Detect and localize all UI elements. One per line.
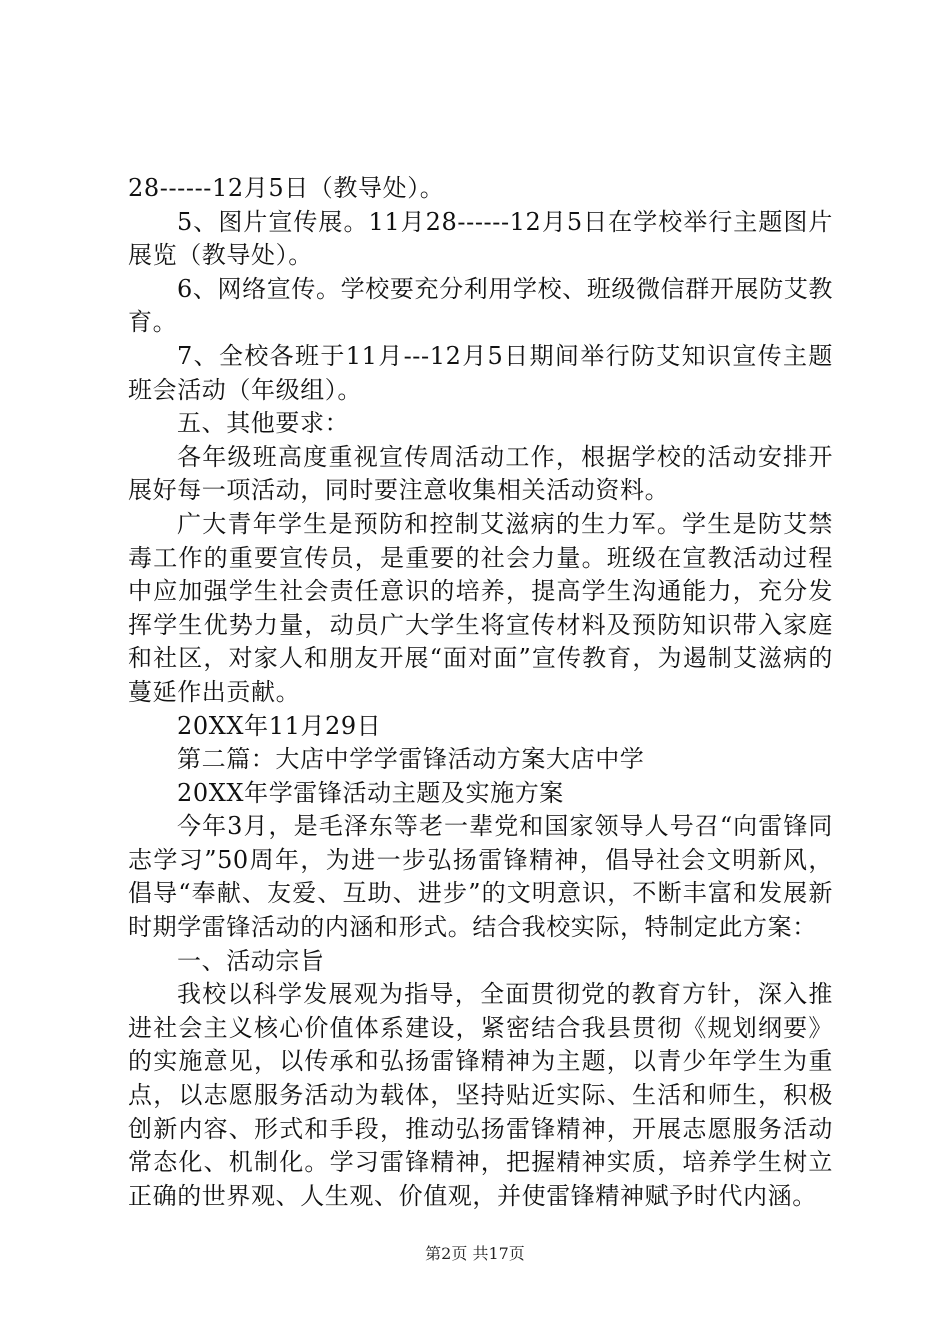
- paragraph: 28------12月5日（教导处）。: [128, 174, 445, 202]
- section-heading: 一、活动宗旨: [177, 946, 325, 975]
- paragraph: 6、网络宣传。学校要充分利用学校、班级微信群开展防艾教育。: [128, 274, 833, 337]
- paragraph: 7、全校各班于11月---12月5日期间举行防艾知识宣传主题班会活动（年级组）。: [128, 341, 833, 404]
- paragraph: 今年3月，是毛泽东等老一辈党和国家领导人号召“向雷锋同志学习”50周年，为进一步弘扬雷锋精神，倡导社会文明新风，倡导“奉献、友爱、互助、进步”的文明意识，不断丰富和发展新时期学雷锋活动的内涵和形式。结合我校实际，特制定此方案：: [128, 812, 833, 942]
- document-date: 20XX年11月29日: [177, 711, 382, 740]
- paragraph: 我校以科学发展观为指导，全面贯彻党的教育方针，深入推进社会主义核心价值体系建设，紧密结合我县贯彻《规划纲要》的实施意见，以传承和弘扬雷锋精神为主题，以青少年学生为重点，以志愿服务活动为载体，坚持贴近实际、生活和师生，积极创新内容、形式和手段，推动弘扬雷锋精神，开展志愿服务活动常态化、机制化。学习雷锋精神，把握精神实质，培养学生树立正确的世界观、人生观、价值观，并使雷锋精神赋予时代内涵。: [128, 980, 833, 1210]
- paragraph: 广大青年学生是预防和控制艾滋病的生力军。学生是防艾禁毒工作的重要宣传员，是重要的社会力量。班级在宣教活动过程中应加强学生社会责任意识的培养，提高学生沟通能力，充分发挥学生优势力量，动员广大学生将宣传材料及预防知识带入家庭和社区，对家人和朋友开展“面对面”宣传教育，为遏制艾滋病的蔓延作出贡献。: [128, 509, 833, 706]
- paragraph: 5、图片宣传展。11月28------12月5日在学校举行主题图片展览（教导处）。: [128, 207, 833, 270]
- document-body: [128, 172, 833, 1213]
- paragraph: 各年级班高度重视宣传周活动工作，根据学校的活动安排开展好每一项活动，同时要注意收集相关活动资料。: [128, 442, 833, 505]
- section-heading: 五、其他要求：: [177, 409, 350, 438]
- page-number-footer: 第2页 共17页: [425, 1244, 525, 1263]
- document-subtitle: 20XX年学雷锋活动主题及实施方案: [177, 778, 564, 807]
- chapter-title: 第二篇：大店中学学雷锋活动方案大店中学: [177, 745, 645, 774]
